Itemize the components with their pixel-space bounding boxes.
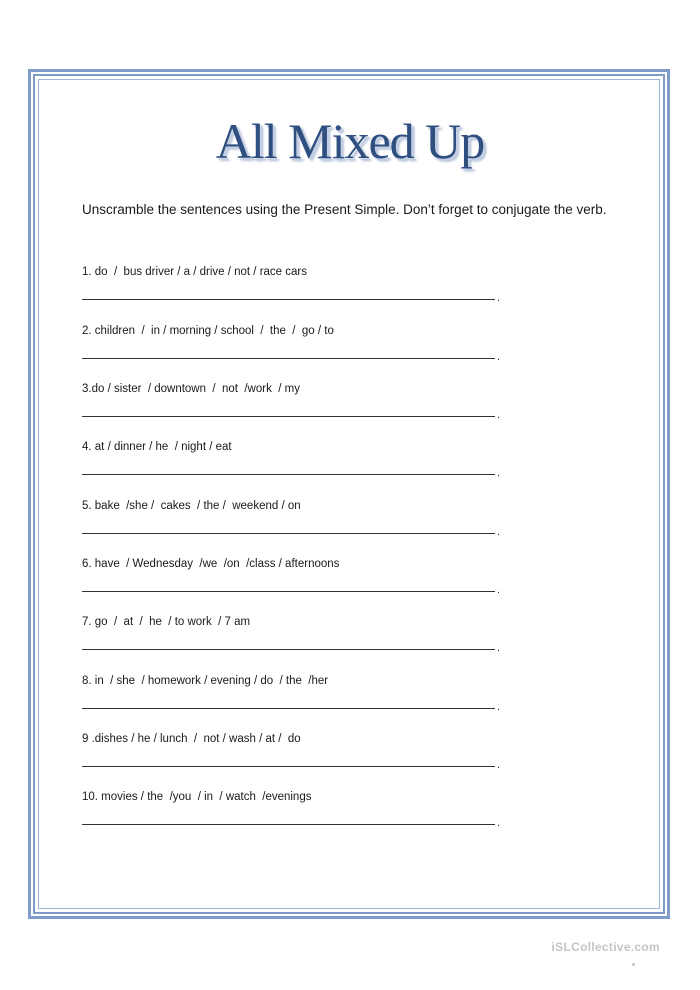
scrambled-sentence: 9 .dishes / he / lunch / not / wash / at / do (82, 733, 301, 745)
scrambled-sentence: 4. at / dinner / he / night / eat (82, 441, 232, 453)
answer-end-mark: . (497, 642, 501, 654)
answer-line (82, 474, 495, 475)
answer-end-mark: . (497, 759, 501, 771)
answer-line (82, 649, 495, 650)
answer-line (82, 766, 495, 767)
answer-line (82, 708, 495, 709)
scrambled-sentence: 6. have / Wednesday /we /on /class / afternoons (82, 558, 340, 570)
answer-line (82, 358, 495, 359)
scrambled-sentence: 5. bake /she / cakes / the / weekend / on (82, 500, 301, 512)
answer-line (82, 591, 495, 592)
answer-line (82, 299, 495, 300)
exercise-item-4 (82, 441, 512, 487)
answer-end-mark: . (497, 526, 501, 538)
scrambled-sentence: 8. in / she / homework / evening / do / the /her (82, 675, 329, 687)
answer-line (82, 416, 495, 417)
exercise-item-7 (82, 616, 512, 662)
answer-end-mark: . (497, 701, 501, 713)
exercise-item-10 (82, 791, 512, 837)
answer-line (82, 824, 495, 825)
instructions-text: Unscramble the sentences using the Present Simple. Don’t forget to conjugate the verb. (82, 202, 607, 217)
answer-end-mark: . (497, 292, 501, 304)
scrambled-sentence: 7. go / at / he / to work / 7 am (82, 616, 251, 628)
answer-end-mark: . (497, 467, 501, 479)
scrambled-sentence: 1. do / bus driver / a / drive / not / race cars (82, 266, 307, 278)
scrambled-sentence: 3.do / sister / downtown / not /work / my (82, 383, 300, 395)
answer-line (82, 533, 495, 534)
exercise-item-1 (82, 266, 512, 312)
exercise-item-9 (82, 733, 512, 779)
answer-end-mark: . (497, 409, 501, 421)
exercise-item-2 (82, 325, 512, 371)
exercise-item-8 (82, 675, 512, 721)
answer-end-mark: . (497, 351, 501, 363)
watermark-dot (632, 963, 635, 966)
worksheet-title: All Mixed Up (215, 113, 485, 169)
scrambled-sentence: 10. movies / the /you / in / watch /evenings (82, 791, 312, 803)
exercise-item-6 (82, 558, 512, 604)
scrambled-sentence: 2. children / in / morning / school / the / go / to (82, 325, 334, 337)
answer-end-mark: . (497, 584, 501, 596)
site-watermark: iSLCollective.com (551, 940, 660, 954)
exercise-item-3 (82, 383, 512, 429)
exercise-item-5 (82, 500, 512, 546)
answer-end-mark: . (497, 817, 501, 829)
